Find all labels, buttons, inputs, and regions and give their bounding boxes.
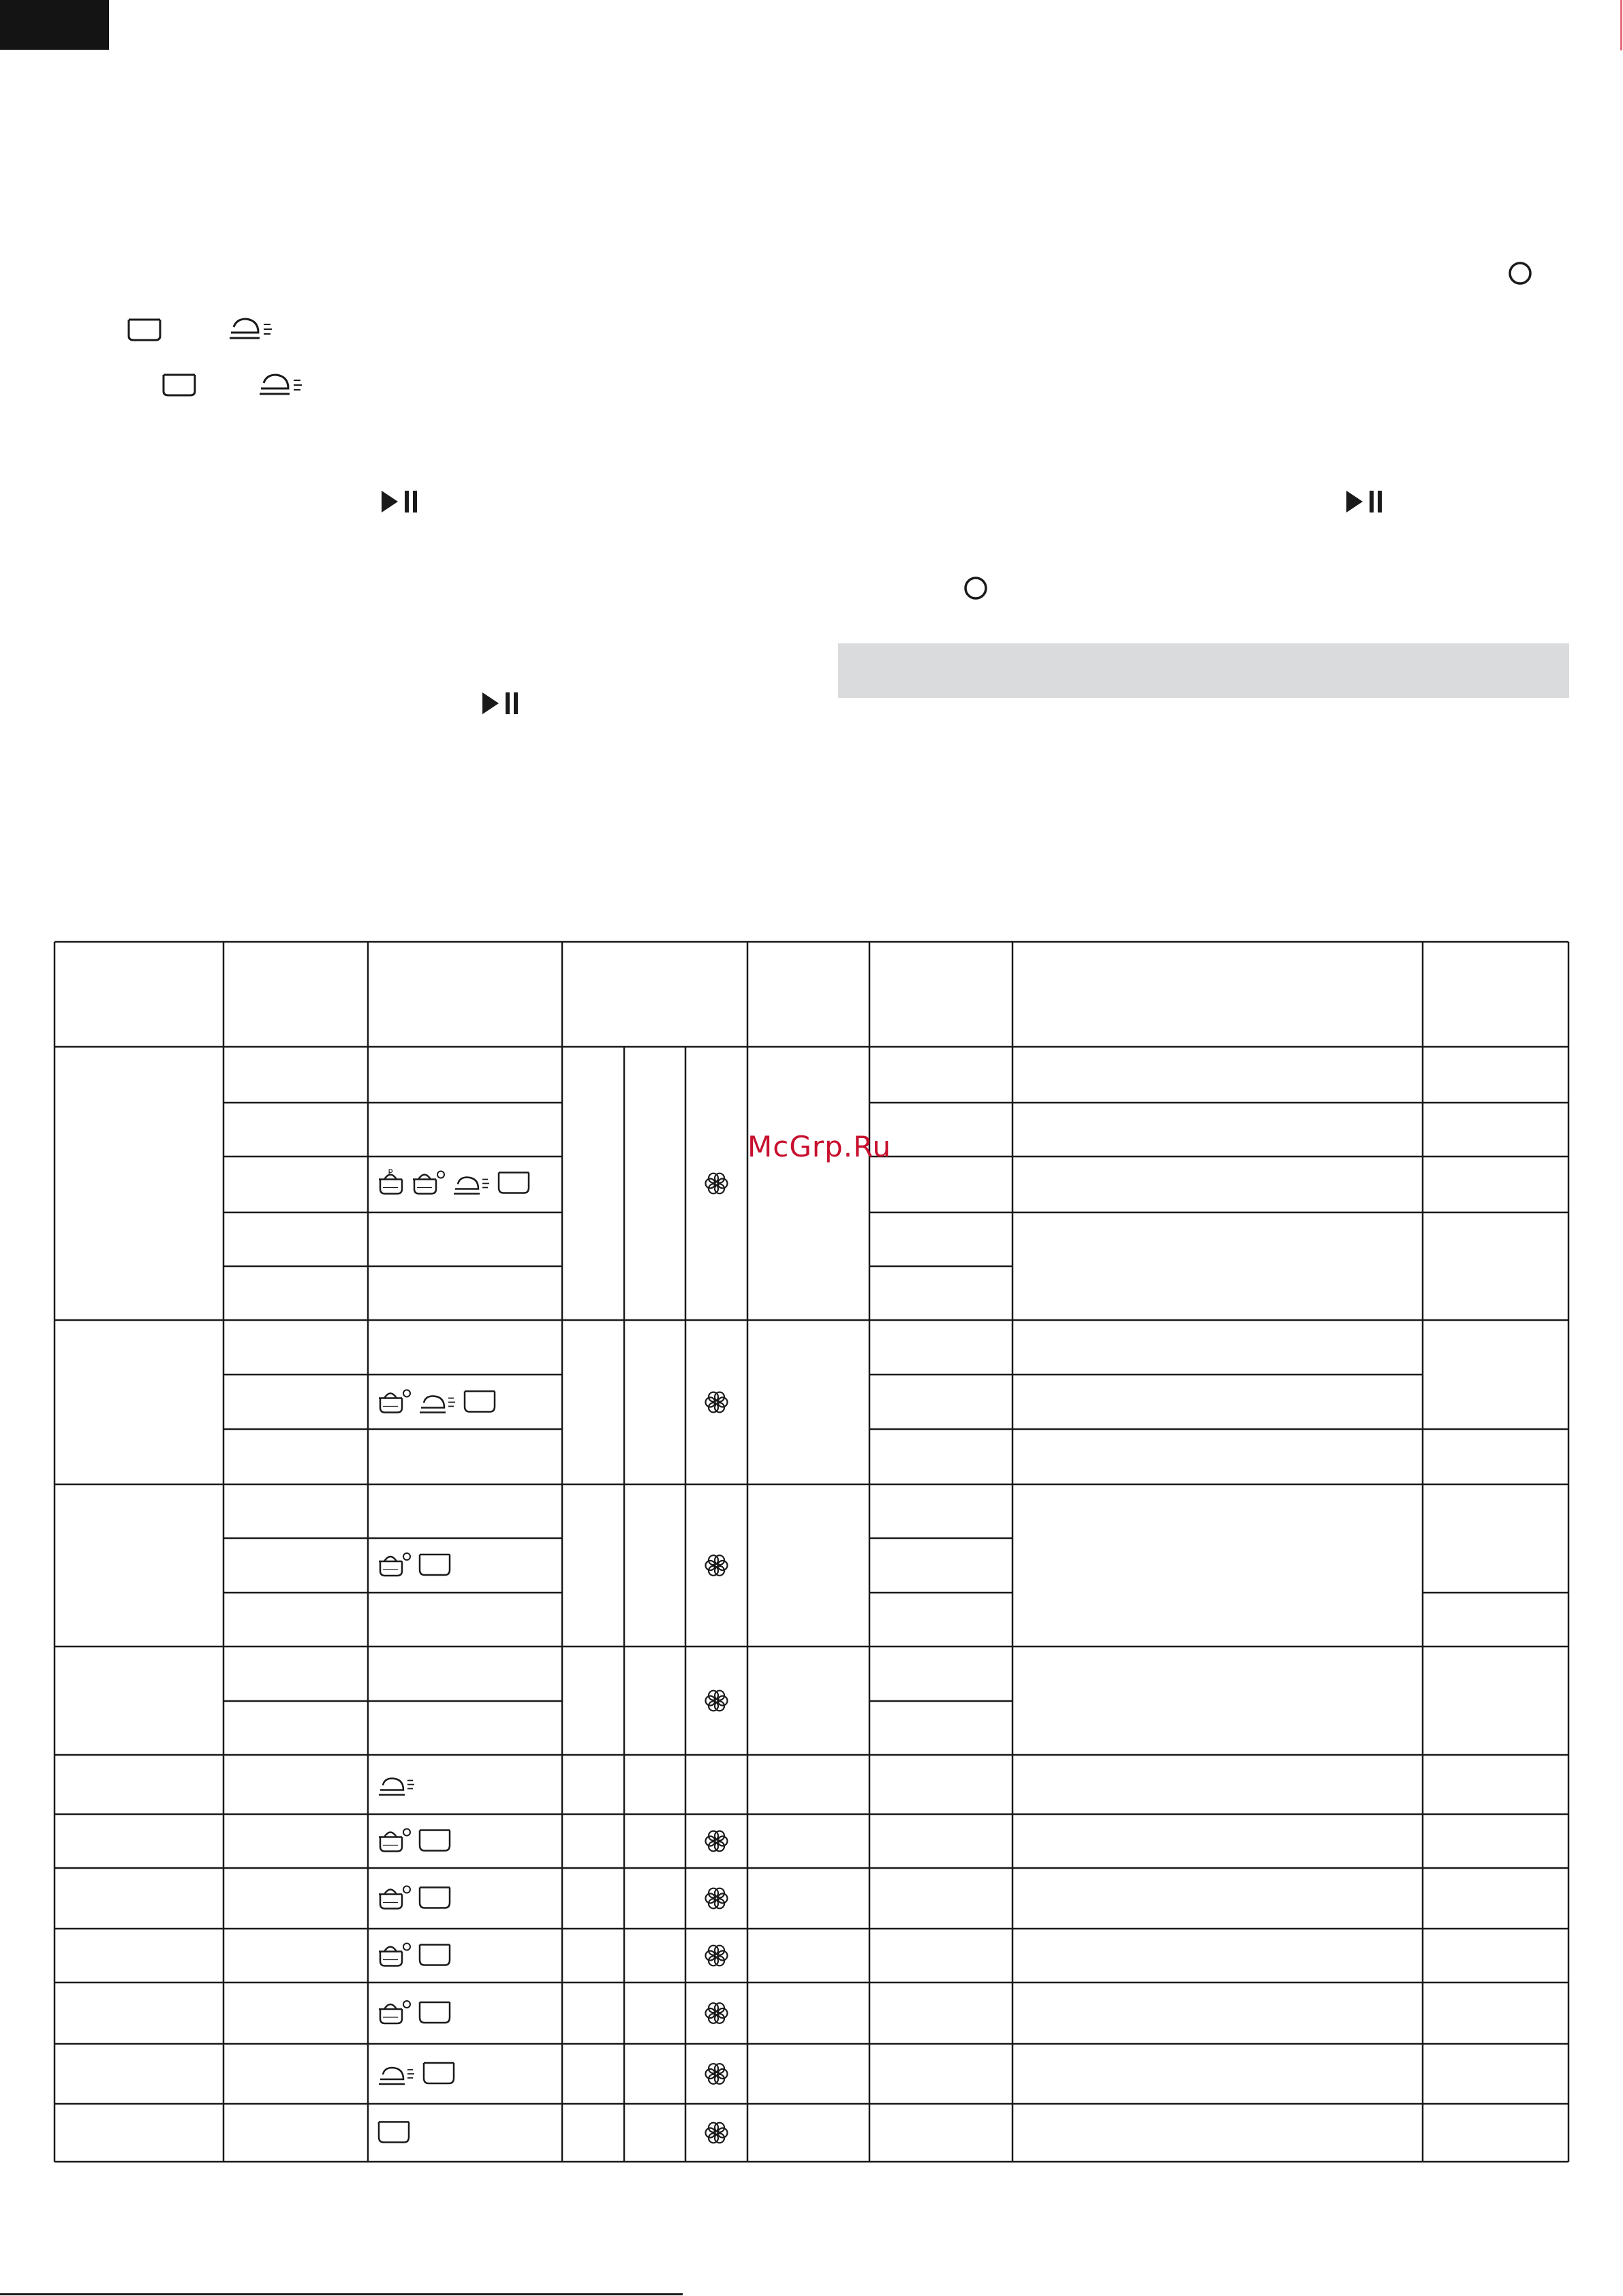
fabric-softener-flower-icon: [706, 2003, 728, 2023]
washing-tub-icon: [420, 1831, 450, 1851]
steam-iron-icon: [454, 1178, 489, 1194]
washing-tub-icon: [420, 1945, 450, 1965]
fabric-softener-flower-icon: [706, 1555, 728, 1576]
fabric-softener-flower-icon: [706, 2123, 728, 2143]
fabric-softener-flower-icon: [706, 1831, 728, 1852]
svg-text:P: P: [388, 1167, 393, 1178]
washing-tub-icon: [420, 2002, 450, 2023]
fabric-softener-flower-icon: [706, 1392, 728, 1413]
washing-tub-icon: [465, 1392, 495, 1412]
fabric-softener-flower-icon: [706, 1946, 728, 1966]
washing-tub-icon: [420, 1888, 450, 1908]
washing-tub-icon: [424, 2063, 454, 2083]
steam-iron-icon: [420, 1396, 455, 1413]
fabric-softener-flower-icon: [706, 1691, 728, 1711]
detergent-cup-prewash-icon: [379, 2001, 410, 2023]
fabric-softener-flower-icon: [706, 1888, 728, 1909]
detergent-cup-p-icon: [379, 1168, 402, 1194]
footer-rule: [0, 2293, 683, 2295]
detergent-cup-prewash-icon: [379, 1390, 410, 1413]
fabric-softener-flower-icon: [706, 1174, 728, 1194]
fabric-softener-flower-icon: [706, 2064, 728, 2084]
detergent-cup-prewash-icon: [379, 1553, 410, 1576]
detergent-cup-prewash-icon: [379, 1886, 410, 1909]
detergent-cup-prewash-icon: [413, 1172, 444, 1194]
detergent-cup-prewash-icon: [379, 1944, 410, 1966]
detergent-cup-prewash-icon: [379, 1829, 410, 1852]
washing-tub-icon: [379, 2122, 409, 2143]
steam-iron-icon: [379, 1779, 414, 1795]
watermark-text: McGrp.Ru: [747, 1130, 892, 1163]
steam-iron-icon: [379, 2068, 414, 2084]
washing-tub-icon: [499, 1173, 529, 1193]
washing-tub-icon: [420, 1555, 450, 1575]
